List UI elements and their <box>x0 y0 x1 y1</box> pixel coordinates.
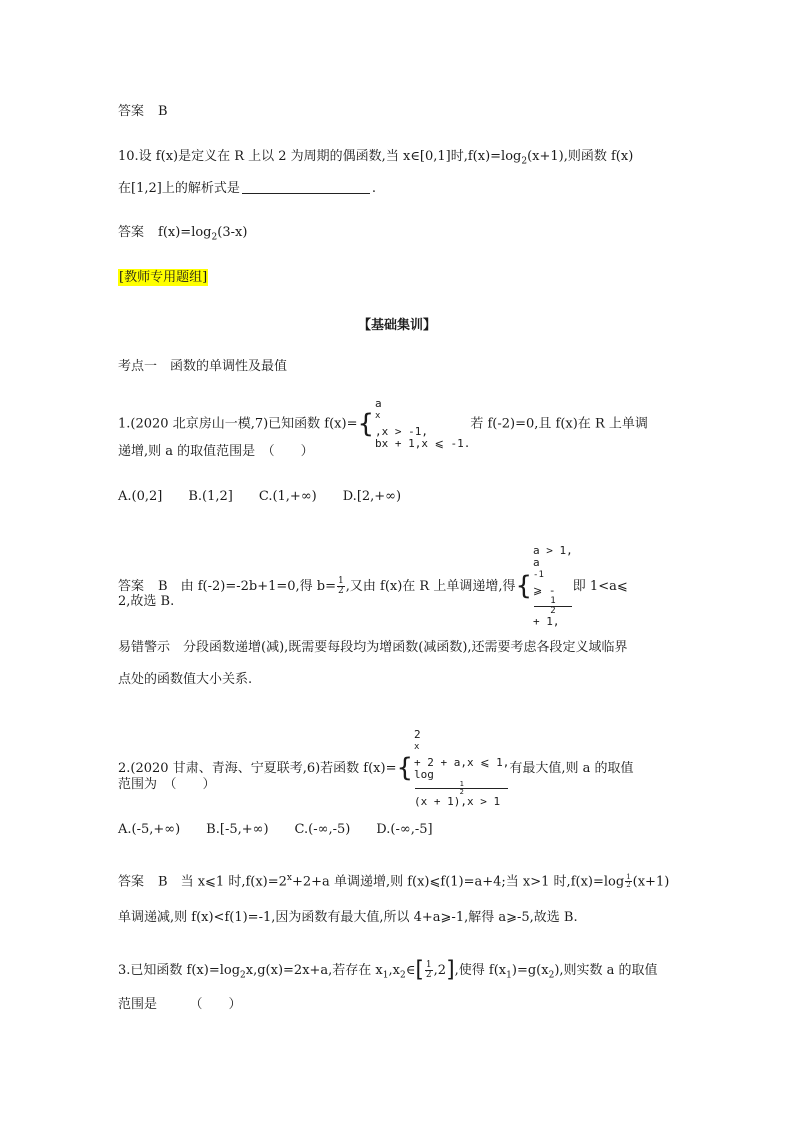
question-2-line1: 2.(2020 甘肃、青海、宁夏联考,6)若函数 f(x)={ 2 $^x$ + 2 + a,x ⩽ 1, log 1 2 (x + 1),x > 1 有最大值,则 a 的取值 <box>118 728 634 808</box>
question-1-line2: 递增,则 a 的取值范围是 （ ） <box>118 444 314 459</box>
kaodian-heading: 考点一 函数的单调性及最值 <box>118 359 288 374</box>
question-2-line2: 范围为 （ ） <box>118 777 216 792</box>
question-1-options: A.(0,2] B.(1,2] C.(1,+∞) D.[2,+∞) <box>118 489 402 504</box>
question-10-line1: 10.设 f(x)是定义在 R 上以 2 为周期的偶函数,当 x∈[0,1]时$,f(x)=\log_2(x+1)$,则函数 f(x) <box>118 149 634 167</box>
left-brace-icon: { <box>515 571 533 602</box>
question-10-line2: 在[1,2]上的解析式是 . <box>118 181 376 196</box>
left-brace-icon: { <box>396 753 414 784</box>
left-brace-icon: { <box>357 408 375 439</box>
warning-line2: 点处的函数值大小关系. <box>118 672 253 687</box>
question-1-line1: 1.(2020 北京房山一模,7)已知函数 f(x)={ a $^x$ ,x > -1, bx + 1,x ⩽ -1. 若 f(-2)=0,且 f(x)在 R 上单调 <box>118 397 648 450</box>
question-2-options: A.(-5,+∞) B.[-5,+∞) C.(-∞,-5) D.(-∞,-5] <box>118 822 433 837</box>
right-bracket-icon: ] <box>446 957 455 983</box>
answer-blank <box>242 181 370 194</box>
fraction: $\frac{1}{2}$ <box>338 575 344 596</box>
warning-line1: 易错警示 分段函数递增(减),既需要每段均为增函数(减函数),还需要考虑各段定义域临界 <box>118 640 628 655</box>
left-bracket-icon: [ <box>415 957 424 983</box>
question-3-line2: 范围是 （ ） <box>118 997 242 1012</box>
teacher-group-tag: [教师专用题组] <box>119 270 208 285</box>
piecewise-cases: 2 $^x$ + 2 + a,x ⩽ 1, log 1 2 (x + 1),x > 1 <box>414 728 510 808</box>
section-title: 【基础集训】 <box>357 318 436 333</box>
fraction: $\frac{1}{2}$ <box>626 873 631 890</box>
fraction: $\frac{1}{2}$ <box>425 960 432 980</box>
piecewise-cases: a > 1, a $^{-1}$ ⩾ - 1 2 + 1, <box>533 544 573 628</box>
piecewise-cases: a $^x$ ,x > -1, bx + 1,x ⩽ -1. <box>375 397 471 450</box>
answer-top: 答案 B <box>118 104 168 119</box>
answer-1-line1: 答案 B 由 f(-2)=-2b+1=0,得 b= $\frac{1}{2}$ ,又由 f(x)在 R 上单调递增,得{ a > 1, a $^{-1}$ ⩾ - 1 2 + 1, 即 1<a⩽ <box>118 544 628 628</box>
answer-10: 答案 $f(x)=\log_2(3-x)$ <box>118 225 248 243</box>
question-3-line1: 3.已知函数 $f(x)=\log_2x,g(x)=2x+a$,若存在 $x_1,x_2\in$[ $\frac{1}{2}$ ,2],使得 $f(x_1)=g(x_2)$,则实数 a 的取值 <box>118 957 658 983</box>
answer-2-line1: 答案 B 当 x⩽1 时$,f(x)=2^x+2+a$ 单调递增,则 f(x)⩽f(1)=a+4;当 x>1 时,f(x)=log $\frac{1}{2}$ (x+1) <box>118 873 670 890</box>
answer-2-line2: 单调递减,则 f(x)<f(1)=-1,因为函数有最大值,所以 4+a⩾-1,解得 a⩾-5,故选 B. <box>118 910 578 925</box>
answer-1-line2: 2,故选 B. <box>118 594 175 609</box>
